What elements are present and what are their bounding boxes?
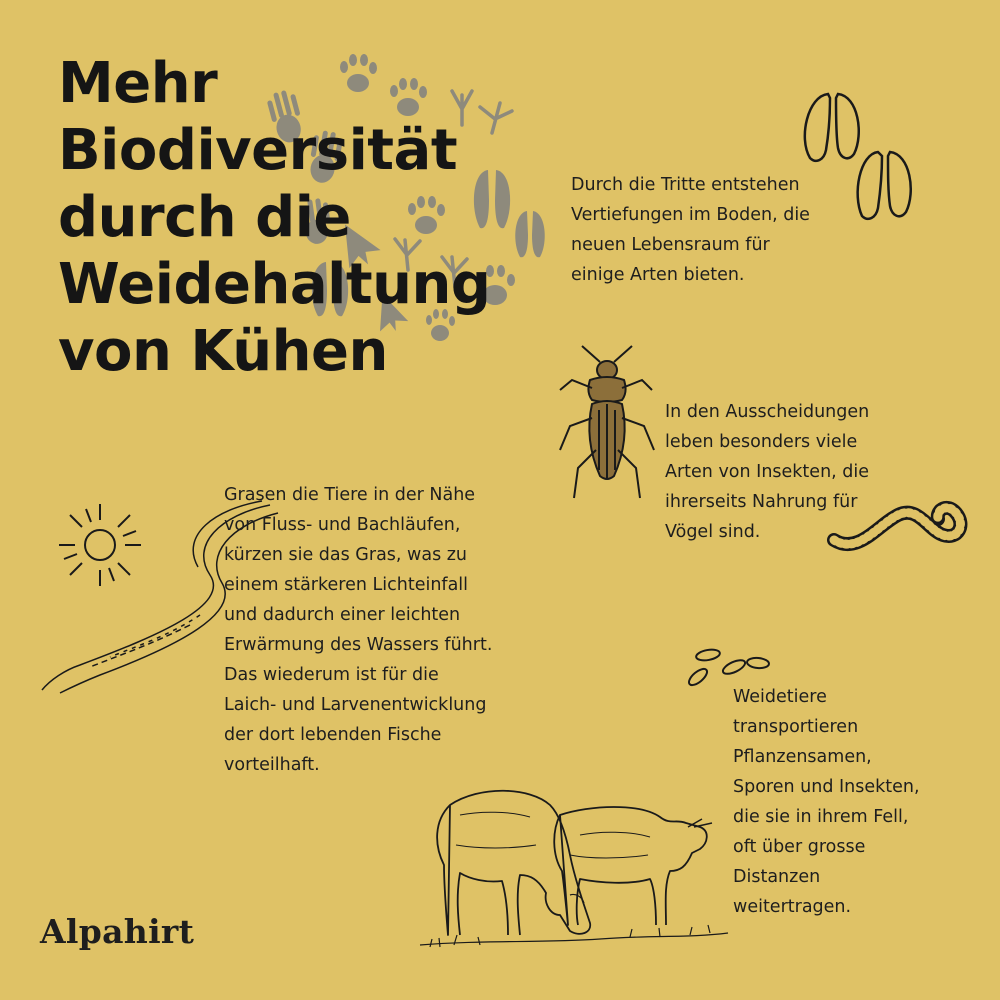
text-line: Das wiederum ist für die — [224, 665, 439, 685]
text-line: Grasen die Tiere in der Nähe — [224, 485, 476, 505]
text-line: vorteilhaft. — [224, 755, 320, 775]
text-line: einige Arten bieten. — [571, 265, 745, 285]
text-line: kürzen sie das Gras, was zu — [224, 545, 468, 565]
text-line: der dort lebenden Fische — [224, 725, 442, 745]
text-line: Distanzen — [733, 867, 821, 887]
paragraph-tritte — [571, 170, 810, 290]
title-line: Mehr — [58, 51, 218, 116]
title-line: Weidehaltung — [58, 252, 491, 317]
title-line: Biodiversität — [58, 118, 458, 183]
text-line: Weidetiere — [733, 687, 827, 707]
text-line: Laich- und Larvenentwicklung — [224, 695, 487, 715]
beetle-icon — [552, 340, 662, 510]
text-line: oft über grosse — [733, 837, 866, 857]
text-line: transportieren — [733, 717, 859, 737]
text-line: In den Ausscheidungen — [665, 402, 870, 422]
paragraph-weidetiere — [733, 682, 920, 922]
text-line: von Fluss- und Bachläufen, — [224, 515, 461, 535]
title-line: durch die — [58, 185, 351, 250]
title-line: von Kühen — [58, 319, 388, 384]
paragraph-ausscheidungen — [665, 397, 869, 547]
text-line: Durch die Tritte entstehen — [571, 175, 800, 195]
cows-icon — [420, 775, 730, 975]
text-line: leben besonders viele — [665, 432, 858, 452]
text-line: weitertragen. — [733, 897, 852, 917]
text-line: neuen Lebensraum für — [571, 235, 770, 255]
text-line: Arten von Insekten, die — [665, 462, 870, 482]
paragraph-grasen — [224, 480, 492, 780]
page-title — [58, 50, 528, 385]
text-line: die sie in ihrem Fell, — [733, 807, 909, 827]
brand-logo: Alpahirt — [40, 912, 195, 951]
text-line: Sporen und Insekten, — [733, 777, 920, 797]
text-line: Pflanzensamen, — [733, 747, 872, 767]
text-line: Vögel sind. — [665, 522, 761, 542]
text-line: ihrerseits Nahrung für — [665, 492, 858, 512]
text-line: Erwärmung des Wassers führt. — [224, 635, 493, 655]
text-line: Vertiefungen im Boden, die — [571, 205, 810, 225]
hoof-print-icon — [800, 88, 920, 228]
text-line: und dadurch einer leichten — [224, 605, 461, 625]
text-line: einem stärkeren Lichteinfall — [224, 575, 469, 595]
